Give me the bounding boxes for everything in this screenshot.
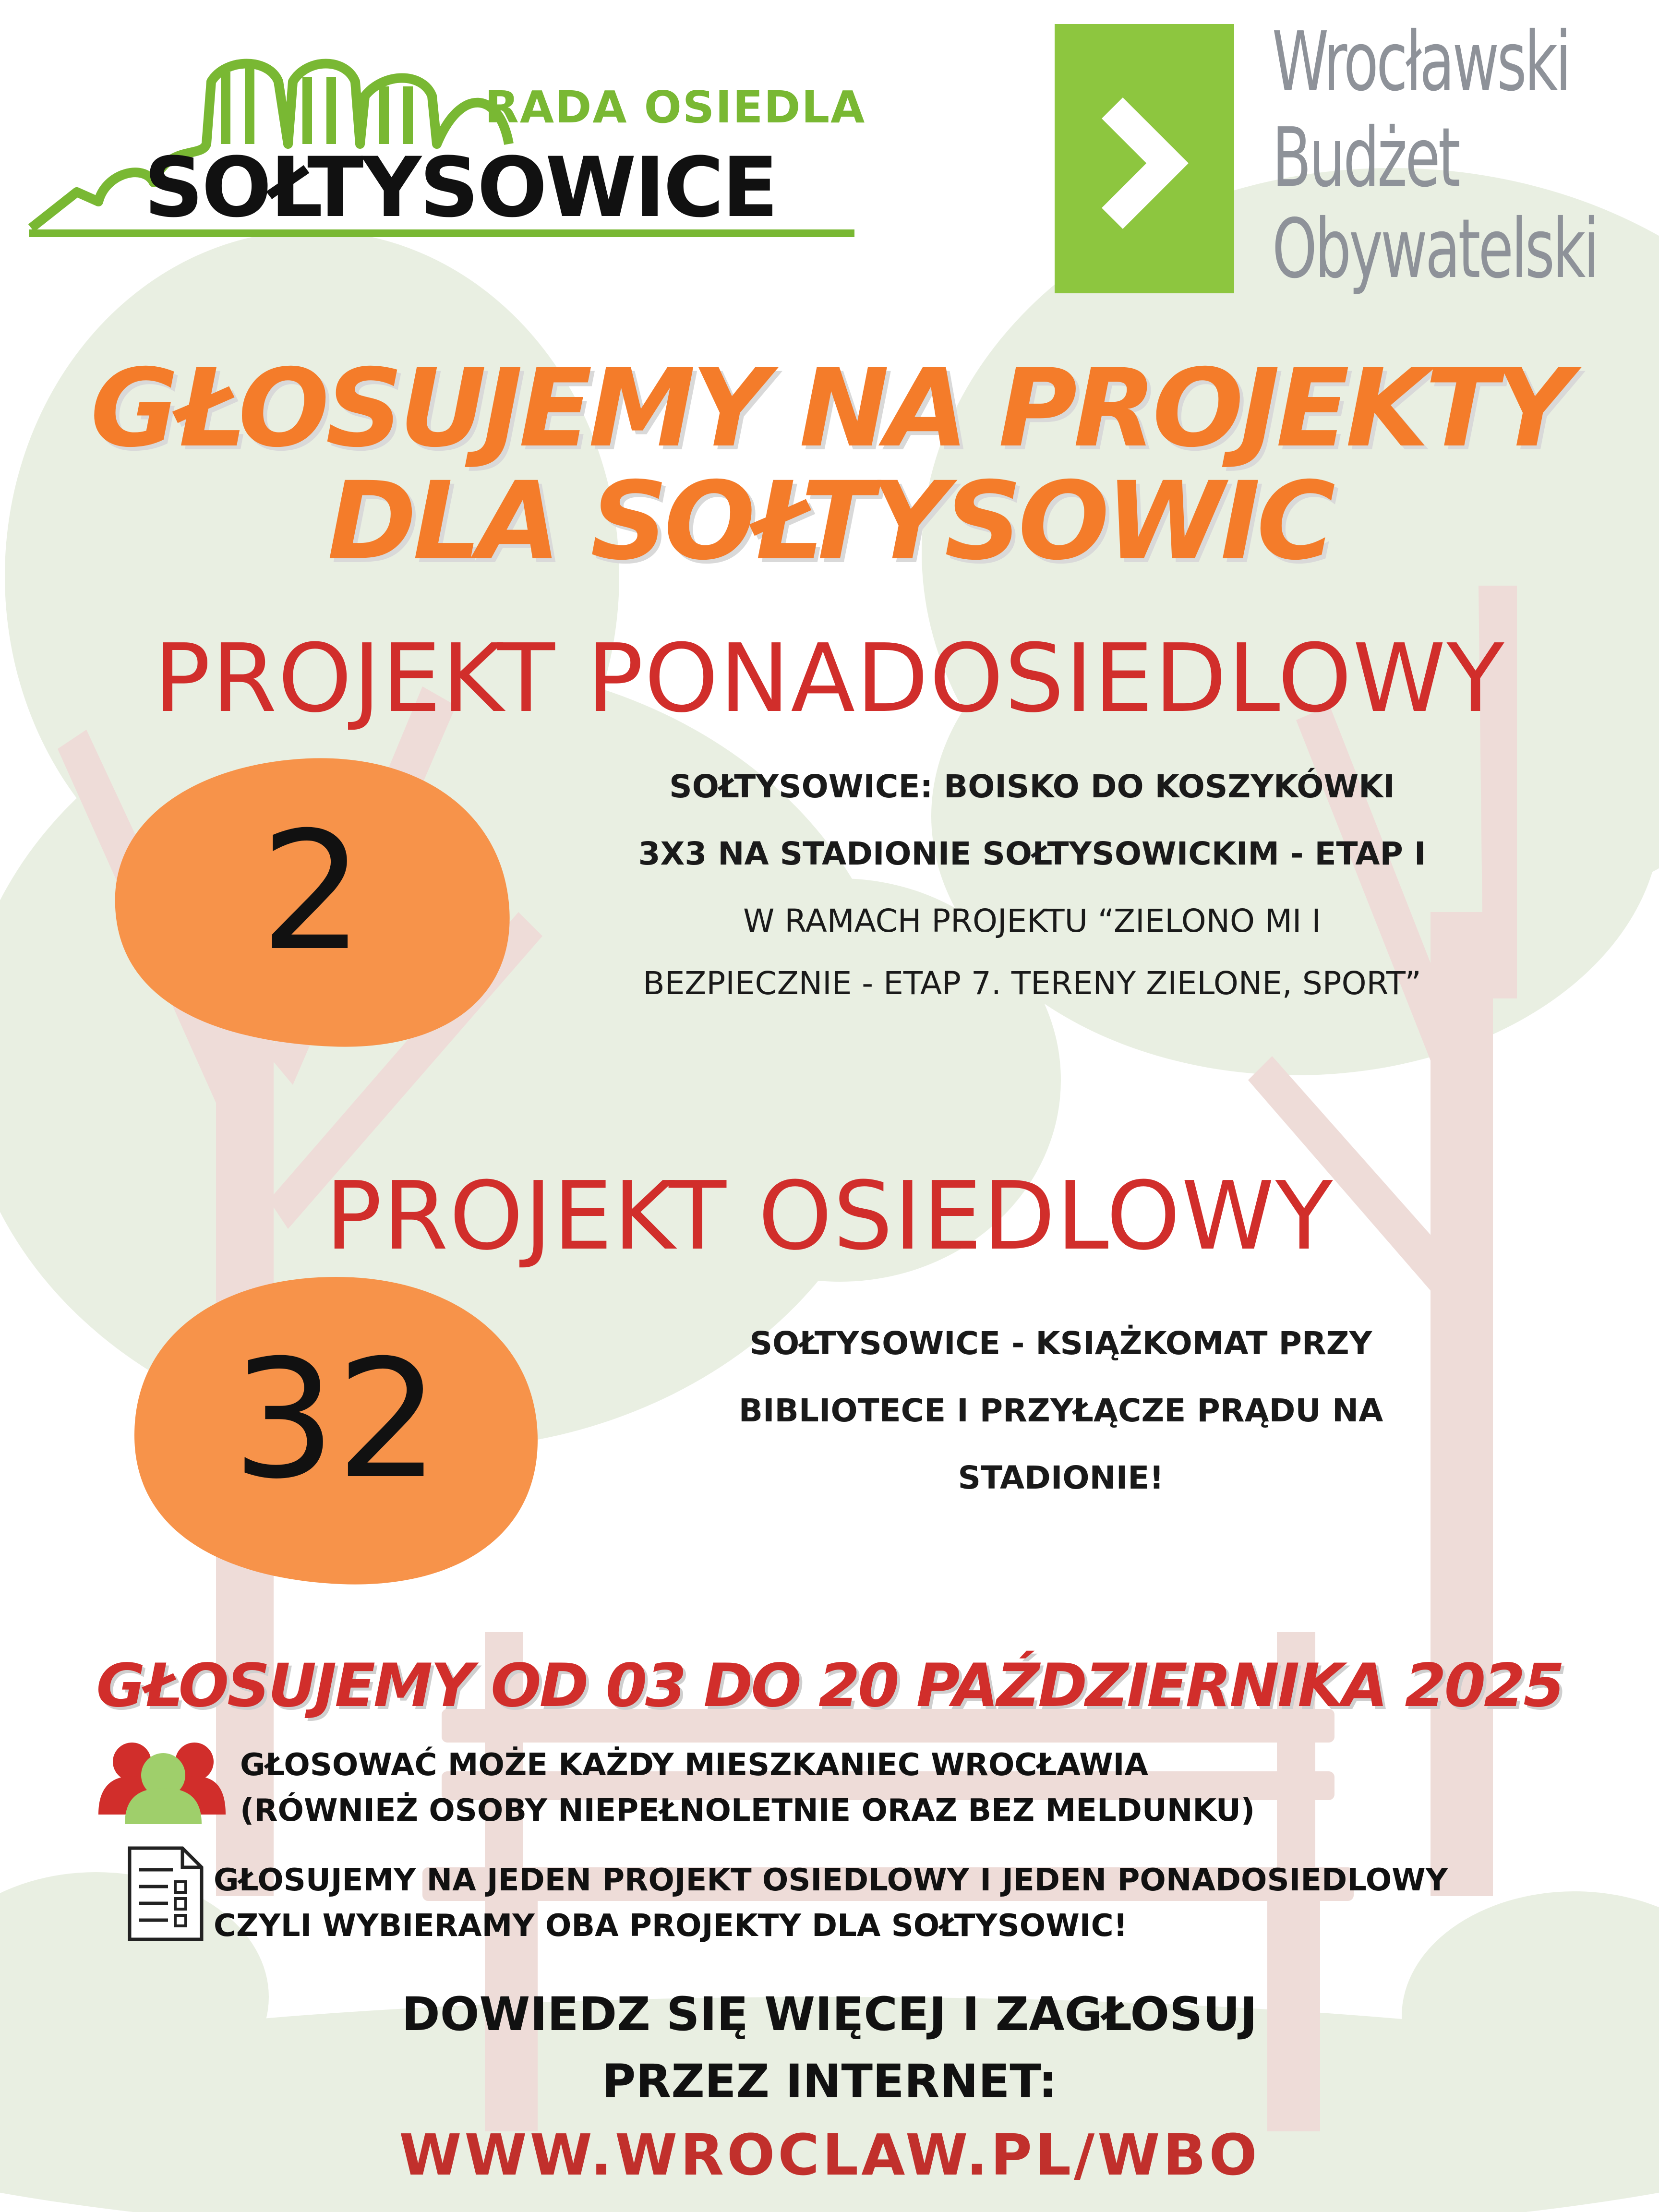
project-1-line2: 3X3 NA STADIONIE SOŁTYSOWICKIM - ETAP I xyxy=(638,835,1426,872)
project-1-number: 2 xyxy=(260,797,364,987)
footer-line2: PRZEZ INTERNET: xyxy=(601,2055,1058,2108)
info-1-line1: GŁOSOWAĆ MOŻE KAŻDY MIESZKANIEC WROCŁAWIA xyxy=(240,1747,1148,1783)
project-2-number: 32 xyxy=(232,1325,440,1515)
main-title-line1: GŁOSUJEMY NA PROJEKTY xyxy=(90,346,1569,471)
budget-logo-line2: Budżet xyxy=(1272,110,1458,205)
voting-dates: GŁOSUJEMY OD 03 DO 20 PAŹDZIERNIKA 2025 xyxy=(96,1651,1563,1720)
project-1-line1: SOŁTYSOWICE: BOISKO DO KOSZYKÓWKI xyxy=(669,768,1395,805)
budget-logo-line1: Wrocławski xyxy=(1272,14,1569,109)
chevron-right-icon xyxy=(1055,24,1234,293)
budget-logo-line3: Obywatelski xyxy=(1272,202,1598,297)
project-1-line3: W RAMACH PROJEKTU “ZIELONO MI I xyxy=(743,902,1321,939)
budget-logo-mark xyxy=(1055,24,1234,293)
info-2-line2: CZYLI WYBIERAMY OBA PROJEKTY DLA SOŁTYSOWIC! xyxy=(214,1908,1128,1944)
people-icon xyxy=(94,1738,228,1824)
council-label: RADA OSIEDLA xyxy=(485,82,866,133)
project-1-heading: PROJEKT PONADOSIEDLOWY xyxy=(154,624,1505,733)
project-1-line4: BEZPIECZNIE - ETAP 7. TERENY ZIELONE, SPORT” xyxy=(643,965,1421,1002)
project-2-line1: SOŁTYSOWICE - KSIĄŻKOMAT PRZY xyxy=(749,1325,1372,1362)
checklist-document-icon xyxy=(125,1843,206,1944)
footer-url-link[interactable]: WWW.WROCLAW.PL/WBO xyxy=(399,2122,1260,2188)
project-2-line2: BIBLIOTECE I PRZYŁĄCZE PRĄDU NA xyxy=(738,1392,1383,1429)
footer-line1: DOWIEDZ SIĘ WIĘCEJ I ZAGŁOSUJ xyxy=(402,1987,1257,2041)
project-2-line3: STADIONIE! xyxy=(958,1459,1164,1496)
council-name: SOŁTYSOWICE xyxy=(144,139,777,236)
project-2-heading: PROJEKT OSIEDLOWY xyxy=(325,1162,1334,1271)
info-2-line1: GŁOSUJEMY NA JEDEN PROJEKT OSIEDLOWY I JEDEN PONADOSIEDLOWY xyxy=(214,1863,1448,1898)
main-title-line2: DLA SOŁTYSOWIC xyxy=(327,458,1332,584)
info-1-line2: (RÓWNIEŻ OSOBY NIEPEŁNOLETNIE ORAZ BEZ MELDUNKU) xyxy=(240,1793,1255,1828)
